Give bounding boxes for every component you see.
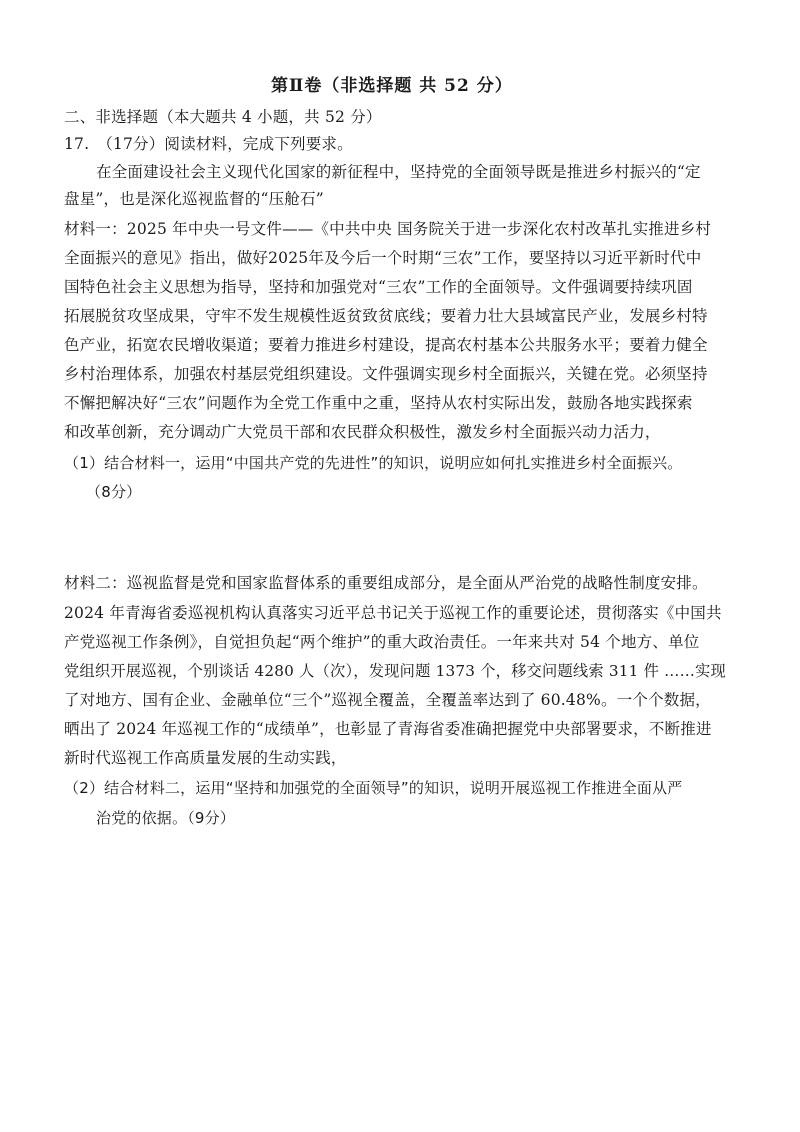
material2-line: 晒出了 2024 年巡视工作的“成绩单”，也彰显了青海省委准确把握党中央部署要求，不断推进 (64, 720, 712, 738)
material2-line: 新时代巡视工作高质量发展的生动实践， (64, 749, 347, 767)
intro-line: 盘星”，也是深化巡视监督的“压舱石” (64, 190, 324, 208)
material1-line: 和改革创新，充分调动广大党员干部和农民群众积极性，激发乡村全面振兴动力活力， (64, 423, 661, 441)
material1-line: 不懈把解决好“三农”问题作为全党工作重中之重，坚持从农村实际出发，鼓励各地实践探索 (64, 394, 693, 412)
part-heading: 二、非选择题（本大题共 4 小题，共 52 分） (64, 108, 382, 126)
material1-line: 全面振兴的意见》指出，做好2025年及今后一个时期“三农”工作，要坚持以习近平新时代中 (64, 249, 702, 267)
material2-line: 2024 年青海省委巡视机构认真落实习近平总书记关于巡视工作的重要论述，贯彻落实《中国共 (64, 604, 722, 622)
material2-line: 材料二：巡视监督是党和国家监督体系的重要组成部分，是全面从严治党的战略性制度安排。 (64, 574, 708, 592)
sub-question-1: （1）结合材料一，运用“中国共产党的先进性”的知识，说明应如何扎实推进乡村全面振兴。 (64, 454, 683, 472)
sub-question-1-score: （8分） (86, 483, 142, 501)
material1-line: 材料一：2025 年中央一号文件——《中共中央 国务院关于进一步深化农村改革扎实推进乡村 (64, 220, 712, 238)
material2-line: 党组织开展巡视，个别谈话 4280 人（次），发现问题 1373 个，移交问题线索 311 件 ……实现 (64, 662, 726, 680)
intro-line: 在全面建设社会主义现代化国家的新征程中，坚持党的全面领导既是推进乡村振兴的“定 (96, 163, 701, 181)
sub-question-2: （2）结合材料二，运用“坚持和加强党的全面领导”的知识，说明开展巡视工作推进全面从严 (64, 779, 683, 797)
material2-line: 了对地方、国有企业、金融单位“三个”巡视全覆盖，全覆盖率达到了 60.48%。一个个数据， (64, 691, 711, 709)
material2-line: 产党巡视工作条例》，自觉担负起“两个维护”的重大政治责任。一年来共对 54 个地方、单位 (64, 633, 700, 651)
question-17-stem: 17. （17分）阅读材料，完成下列要求。 (64, 135, 353, 153)
sub-question-2-score: 治党的依据。（9分） (96, 809, 236, 827)
section-title: 第Ⅱ卷（非选择题 共 52 分） (271, 76, 513, 96)
material1-line: 拓展脱贫攻坚成果，守牢不发生规模性返贫致贫底线；要着力壮大县域富民产业，发展乡村特 (64, 307, 708, 325)
material1-line: 色产业，拓宽农民增收渠道；要着力推进乡村建设，提高农村基本公共服务水平；要着力健全 (64, 336, 708, 354)
material1-line: 国特色社会主义思想为指导，坚持和加强党对“三农”工作的全面领导。文件强调要持续巩固 (64, 278, 693, 296)
material1-line: 乡村治理体系，加强农村基层党组织建设。文件强调实现乡村全面振兴，关键在党。必须坚持 (64, 365, 708, 383)
